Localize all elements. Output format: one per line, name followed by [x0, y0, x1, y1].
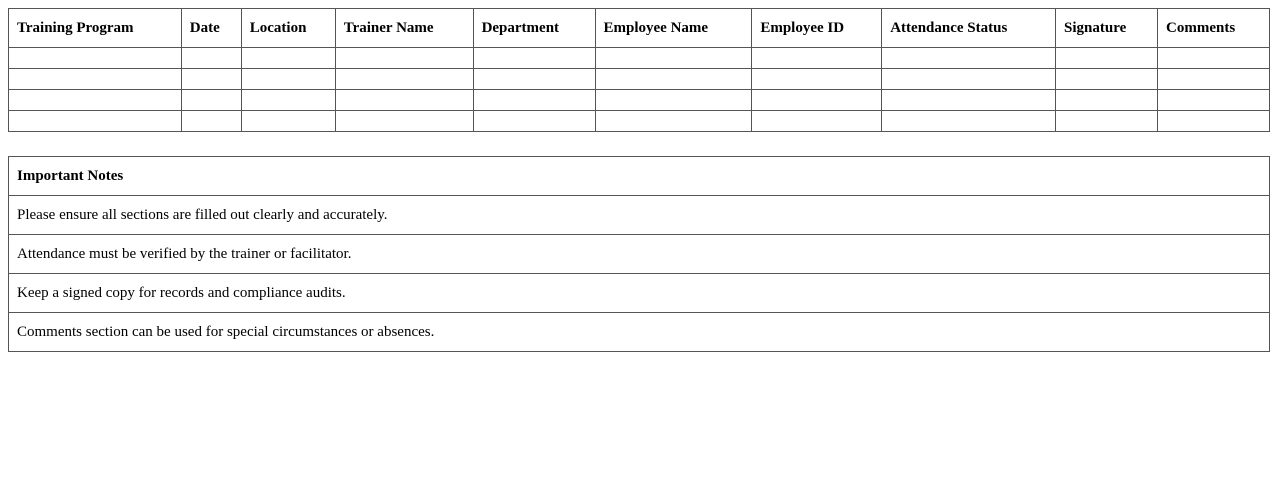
- table-cell[interactable]: [9, 90, 182, 111]
- table-cell[interactable]: [1158, 90, 1270, 111]
- table-cell[interactable]: [335, 111, 473, 132]
- note-item: Please ensure all sections are filled out clearly and accurately.: [9, 196, 1270, 235]
- column-header-attendance-status: Attendance Status: [882, 9, 1056, 48]
- note-row: [9, 274, 1270, 313]
- table-cell[interactable]: [241, 48, 335, 69]
- table-cell[interactable]: [882, 90, 1056, 111]
- table-cell[interactable]: [9, 48, 182, 69]
- table-cell[interactable]: [9, 111, 182, 132]
- table-cell[interactable]: [882, 69, 1056, 90]
- table-cell[interactable]: [473, 69, 595, 90]
- note-item: Keep a signed copy for records and compliance audits.: [9, 274, 1270, 313]
- table-cell[interactable]: [1056, 69, 1158, 90]
- table-cell[interactable]: [1056, 90, 1158, 111]
- table-cell[interactable]: [473, 90, 595, 111]
- column-header-employee-name: Employee Name: [595, 9, 752, 48]
- table-cell[interactable]: [181, 111, 241, 132]
- attendance-table: [8, 8, 1270, 132]
- note-item: Comments section can be used for special circumstances or absences.: [9, 313, 1270, 352]
- table-cell[interactable]: [335, 90, 473, 111]
- table-row: [9, 111, 1270, 132]
- table-cell[interactable]: [752, 111, 882, 132]
- table-cell[interactable]: [1158, 48, 1270, 69]
- column-header-trainer-name: Trainer Name: [335, 9, 473, 48]
- note-row: [9, 196, 1270, 235]
- table-cell[interactable]: [1056, 111, 1158, 132]
- table-cell[interactable]: [335, 69, 473, 90]
- notes-title: Important Notes: [9, 157, 1270, 196]
- table-cell[interactable]: [181, 90, 241, 111]
- table-row: [9, 90, 1270, 111]
- table-cell[interactable]: [882, 111, 1056, 132]
- table-cell[interactable]: [595, 48, 752, 69]
- column-header-location: Location: [241, 9, 335, 48]
- table-cell[interactable]: [9, 69, 182, 90]
- table-cell[interactable]: [752, 48, 882, 69]
- column-header-department: Department: [473, 9, 595, 48]
- important-notes-table: [8, 156, 1270, 352]
- column-header-training-program: Training Program: [9, 9, 182, 48]
- table-cell[interactable]: [241, 111, 335, 132]
- table-cell[interactable]: [595, 90, 752, 111]
- table-cell[interactable]: [595, 69, 752, 90]
- note-row: [9, 313, 1270, 352]
- table-row: [9, 69, 1270, 90]
- table-cell[interactable]: [595, 111, 752, 132]
- table-cell[interactable]: [473, 48, 595, 69]
- table-cell[interactable]: [241, 69, 335, 90]
- table-cell[interactable]: [473, 111, 595, 132]
- table-row: [9, 48, 1270, 69]
- note-row: [9, 235, 1270, 274]
- table-cell[interactable]: [241, 90, 335, 111]
- table-cell[interactable]: [181, 48, 241, 69]
- table-cell[interactable]: [181, 69, 241, 90]
- table-cell[interactable]: [1158, 69, 1270, 90]
- table-cell[interactable]: [1056, 48, 1158, 69]
- column-header-employee-id: Employee ID: [752, 9, 882, 48]
- table-cell[interactable]: [752, 69, 882, 90]
- table-cell[interactable]: [752, 90, 882, 111]
- table-cell[interactable]: [882, 48, 1056, 69]
- note-item: Attendance must be verified by the trainer or facilitator.: [9, 235, 1270, 274]
- column-header-date: Date: [181, 9, 241, 48]
- notes-header-row: [9, 157, 1270, 196]
- table-cell[interactable]: [335, 48, 473, 69]
- header-row: [9, 9, 1270, 48]
- table-cell[interactable]: [1158, 111, 1270, 132]
- column-header-signature: Signature: [1056, 9, 1158, 48]
- column-header-comments: Comments: [1158, 9, 1270, 48]
